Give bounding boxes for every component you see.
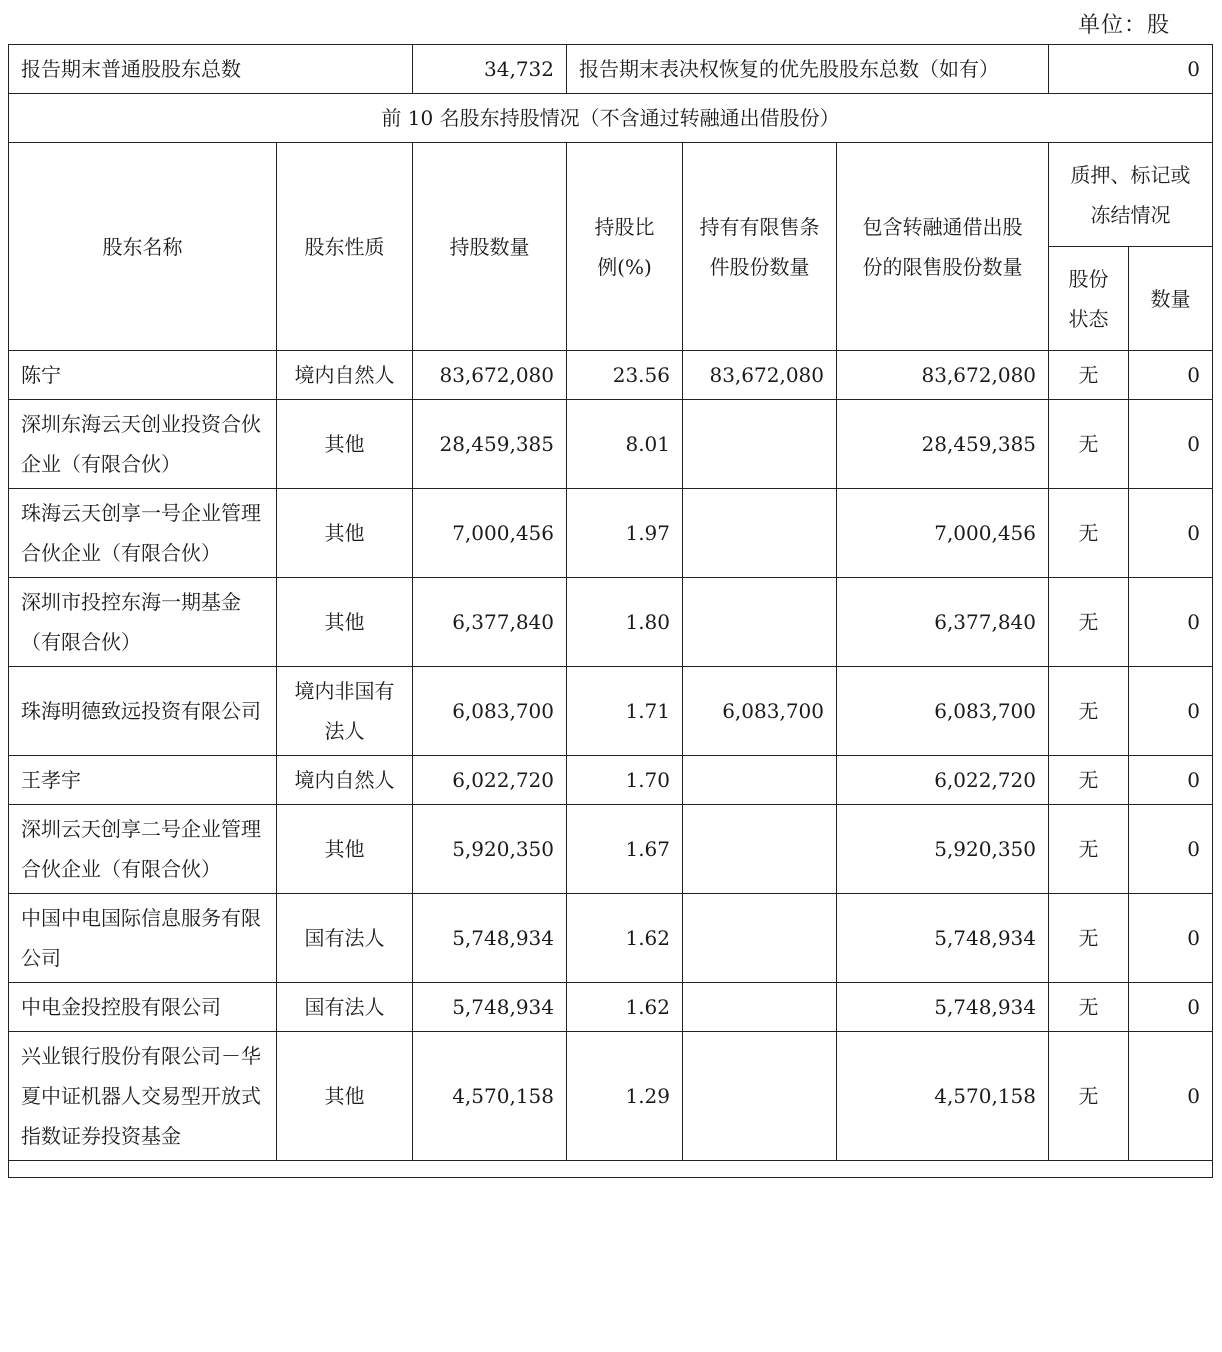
unit-label: 单位：股 — [1077, 13, 1170, 38]
holder-shares: 7,000,456 — [413, 489, 567, 578]
table-row — [9, 667, 1213, 756]
holder-ratio: 1.29 — [567, 1032, 683, 1161]
holder-nature: 其他 — [277, 805, 413, 894]
holder-restricted-incl: 6,022,720 — [837, 756, 1049, 805]
header-pledge-qty: 数量 — [1129, 247, 1213, 351]
holder-nature: 国有法人 — [277, 894, 413, 983]
holder-restricted-incl: 6,377,840 — [837, 578, 1049, 667]
header-pledge-status: 股份状态 — [1049, 247, 1129, 351]
holder-pledge-status: 无 — [1049, 489, 1129, 578]
holder-nature: 其他 — [277, 1032, 413, 1161]
holder-nature: 境内自然人 — [277, 351, 413, 400]
holder-pledge-qty: 0 — [1129, 1032, 1213, 1161]
holder-pledge-status: 无 — [1049, 667, 1129, 756]
holder-name: 王孝宇 — [9, 756, 277, 805]
holder-restricted-incl: 83,672,080 — [837, 351, 1049, 400]
preferred-holders-value: 0 — [1049, 45, 1213, 94]
holder-restricted-incl: 4,570,158 — [837, 1032, 1049, 1161]
common-holders-label: 报告期末普通股股东总数 — [9, 45, 413, 94]
holder-ratio: 1.62 — [567, 983, 683, 1032]
header-row — [9, 143, 1213, 247]
table-row — [9, 400, 1213, 489]
holder-ratio: 23.56 — [567, 351, 683, 400]
table-row — [9, 756, 1213, 805]
holder-pledge-status: 无 — [1049, 983, 1129, 1032]
table-row — [9, 1032, 1213, 1161]
header-restricted: 持有有限售条件股份数量 — [683, 143, 837, 351]
holder-restricted-incl: 5,748,934 — [837, 894, 1049, 983]
holder-shares: 5,748,934 — [413, 894, 567, 983]
holder-restricted-incl: 6,083,700 — [837, 667, 1049, 756]
header-ratio: 持股比例(%) — [567, 143, 683, 351]
holder-restricted — [683, 578, 837, 667]
holder-restricted — [683, 894, 837, 983]
holder-ratio: 1.97 — [567, 489, 683, 578]
table-row — [9, 983, 1213, 1032]
holder-nature: 国有法人 — [277, 983, 413, 1032]
holder-restricted — [683, 805, 837, 894]
holder-restricted — [683, 1032, 837, 1161]
holder-name: 陈宁 — [9, 351, 277, 400]
holder-pledge-status: 无 — [1049, 805, 1129, 894]
table-row — [9, 489, 1213, 578]
holder-restricted-incl: 5,920,350 — [837, 805, 1049, 894]
holder-name: 中国中电国际信息服务有限公司 — [9, 894, 277, 983]
preferred-holders-label: 报告期末表决权恢复的优先股股东总数（如有） — [567, 45, 1049, 94]
holder-restricted: 83,672,080 — [683, 351, 837, 400]
holder-name: 中电金投控股有限公司 — [9, 983, 277, 1032]
common-holders-value: 34,732 — [413, 45, 567, 94]
holder-pledge-qty: 0 — [1129, 667, 1213, 756]
section-title: 前 10 名股东持股情况（不含通过转融通出借股份） — [9, 94, 1213, 143]
summary-row — [9, 45, 1213, 94]
holder-ratio: 1.71 — [567, 667, 683, 756]
holder-restricted — [683, 983, 837, 1032]
table-row — [9, 351, 1213, 400]
holder-pledge-status: 无 — [1049, 756, 1129, 805]
header-restricted-incl: 包含转融通借出股份的限售股份数量 — [837, 143, 1049, 351]
holder-restricted-incl: 28,459,385 — [837, 400, 1049, 489]
holder-nature: 其他 — [277, 578, 413, 667]
holder-pledge-qty: 0 — [1129, 894, 1213, 983]
holder-name: 深圳云天创享二号企业管理合伙企业（有限合伙） — [9, 805, 277, 894]
header-pledge-group: 质押、标记或冻结情况 — [1049, 143, 1213, 247]
holder-restricted — [683, 400, 837, 489]
table-row — [9, 578, 1213, 667]
header-shares: 持股数量 — [413, 143, 567, 351]
holder-name: 珠海明德致远投资有限公司 — [9, 667, 277, 756]
table-row — [9, 894, 1213, 983]
holder-nature: 境内自然人 — [277, 756, 413, 805]
holder-pledge-status: 无 — [1049, 400, 1129, 489]
holder-pledge-qty: 0 — [1129, 756, 1213, 805]
holder-nature: 其他 — [277, 489, 413, 578]
holder-ratio: 1.70 — [567, 756, 683, 805]
holder-shares: 5,920,350 — [413, 805, 567, 894]
holder-ratio: 1.62 — [567, 894, 683, 983]
holder-restricted — [683, 489, 837, 578]
holder-pledge-qty: 0 — [1129, 351, 1213, 400]
holder-pledge-qty: 0 — [1129, 805, 1213, 894]
holder-ratio: 1.80 — [567, 578, 683, 667]
holder-restricted-incl: 7,000,456 — [837, 489, 1049, 578]
holder-shares: 4,570,158 — [413, 1032, 567, 1161]
holder-shares: 6,022,720 — [413, 756, 567, 805]
holder-shares: 6,083,700 — [413, 667, 567, 756]
header-name: 股东名称 — [9, 143, 277, 351]
holder-restricted — [683, 756, 837, 805]
holder-ratio: 8.01 — [567, 400, 683, 489]
table-continuation-row — [9, 1161, 1213, 1178]
table-row — [9, 805, 1213, 894]
holder-shares: 5,748,934 — [413, 983, 567, 1032]
holder-shares: 6,377,840 — [413, 578, 567, 667]
holder-pledge-status: 无 — [1049, 894, 1129, 983]
holder-ratio: 1.67 — [567, 805, 683, 894]
holder-shares: 28,459,385 — [413, 400, 567, 489]
holder-pledge-status: 无 — [1049, 1032, 1129, 1161]
holder-name: 深圳市投控东海一期基金（有限合伙） — [9, 578, 277, 667]
holder-pledge-qty: 0 — [1129, 578, 1213, 667]
table-continuation-cell — [9, 1161, 1213, 1178]
holder-nature: 其他 — [277, 400, 413, 489]
holder-restricted-incl: 5,748,934 — [837, 983, 1049, 1032]
holder-name: 珠海云天创享一号企业管理合伙企业（有限合伙） — [9, 489, 277, 578]
header-nature: 股东性质 — [277, 143, 413, 351]
holder-pledge-status: 无 — [1049, 578, 1129, 667]
holder-pledge-qty: 0 — [1129, 400, 1213, 489]
holder-shares: 83,672,080 — [413, 351, 567, 400]
holder-restricted: 6,083,700 — [683, 667, 837, 756]
holder-pledge-status: 无 — [1049, 351, 1129, 400]
section-title-row — [9, 94, 1213, 143]
shareholder-table — [8, 44, 1213, 1178]
holder-pledge-qty: 0 — [1129, 983, 1213, 1032]
holder-nature: 境内非国有法人 — [277, 667, 413, 756]
holder-name: 深圳东海云天创业投资合伙企业（有限合伙） — [9, 400, 277, 489]
holder-name: 兴业银行股份有限公司－华夏中证机器人交易型开放式指数证券投资基金 — [9, 1032, 277, 1161]
holder-pledge-qty: 0 — [1129, 489, 1213, 578]
